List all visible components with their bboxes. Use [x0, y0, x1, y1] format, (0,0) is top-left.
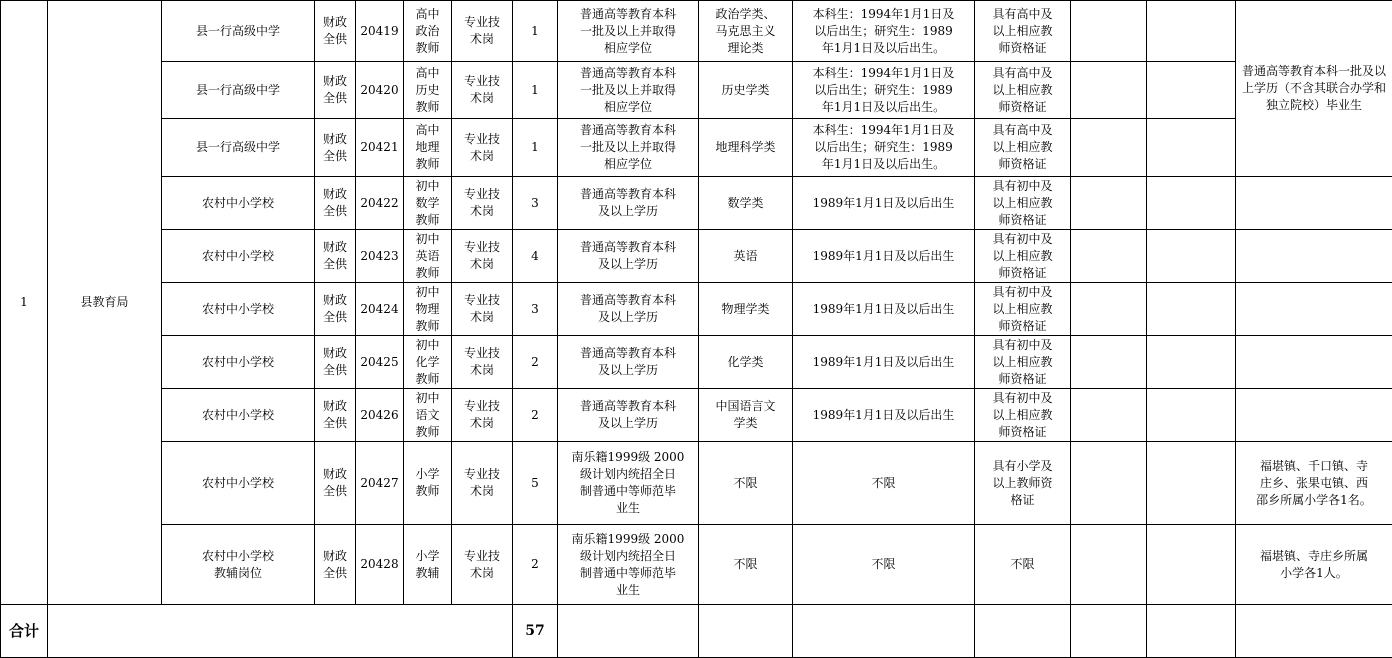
major-cell: 地理科学类 — [699, 119, 793, 177]
qualification-cell: 具有初中及 以上相应教 师资格证 — [975, 283, 1071, 336]
unit-cell: 县一行高级中学 — [162, 119, 315, 177]
note-cell: 福堪镇、千口镇、寺 庄乡、张果屯镇、西 邵乡所属小学各1名。 — [1236, 442, 1392, 525]
funding-cell: 财政 全供 — [315, 119, 356, 177]
qualification-cell: 具有初中及 以上相应教 师资格证 — [975, 177, 1071, 230]
position-name-cell: 高中 政治 教师 — [404, 1, 452, 62]
group-index: 1 — [1, 1, 48, 605]
table-row — [1, 230, 1392, 283]
table-row — [1, 62, 1392, 119]
position-name-cell: 初中 数学 教师 — [404, 177, 452, 230]
note-cell — [1236, 177, 1392, 230]
empty-cell — [1147, 177, 1236, 230]
position-name-cell: 初中 英语 教师 — [404, 230, 452, 283]
position-name-cell: 小学 教师 — [404, 442, 452, 525]
age-cell: 不限 — [793, 525, 975, 605]
empty-cell — [558, 605, 699, 658]
education-cell: 南乐籍1999级 2000 级计划内统招全日 制普通中等师范毕 业生 — [558, 442, 699, 525]
empty-cell — [1147, 283, 1236, 336]
unit-cell: 农村中小学校 — [162, 177, 315, 230]
funding-cell: 财政 全供 — [315, 62, 356, 119]
empty-cell — [1071, 62, 1147, 119]
empty-cell — [1147, 525, 1236, 605]
qualification-cell: 具有初中及 以上相应教 师资格证 — [975, 230, 1071, 283]
empty-cell — [1147, 442, 1236, 525]
education-cell: 普通高等教育本科 及以上学历 — [558, 283, 699, 336]
position-category-cell: 专业技 术岗 — [452, 283, 513, 336]
position-code-cell: 20428 — [356, 525, 404, 605]
empty-cell — [1071, 605, 1147, 658]
empty-cell — [1071, 119, 1147, 177]
position-name-cell: 初中 物理 教师 — [404, 283, 452, 336]
table-row — [1, 119, 1392, 177]
position-code-cell: 20426 — [356, 389, 404, 442]
empty-cell — [1147, 336, 1236, 389]
empty-cell — [1071, 389, 1147, 442]
position-category-cell: 专业技 术岗 — [452, 62, 513, 119]
empty-cell — [1071, 442, 1147, 525]
note-cell — [1236, 283, 1392, 336]
position-code-cell: 20424 — [356, 283, 404, 336]
table-row — [1, 336, 1392, 389]
position-category-cell: 专业技 术岗 — [452, 230, 513, 283]
position-category-cell: 专业技 术岗 — [452, 389, 513, 442]
position-name-cell: 初中 语文 教师 — [404, 389, 452, 442]
position-code-cell: 20422 — [356, 177, 404, 230]
qualification-cell: 具有初中及 以上相应教 师资格证 — [975, 336, 1071, 389]
position-category-cell: 专业技 术岗 — [452, 525, 513, 605]
department-name: 县教育局 — [48, 1, 162, 605]
position-code-cell: 20427 — [356, 442, 404, 525]
unit-cell: 农村中小学校 — [162, 283, 315, 336]
empty-cell — [1236, 605, 1392, 658]
unit-cell: 县一行高级中学 — [162, 1, 315, 62]
headcount-cell: 3 — [513, 177, 558, 230]
funding-cell: 财政 全供 — [315, 230, 356, 283]
qualification-cell: 具有初中及 以上相应教 师资格证 — [975, 389, 1071, 442]
major-cell: 数学类 — [699, 177, 793, 230]
table-row — [1, 525, 1392, 605]
major-cell: 历史学类 — [699, 62, 793, 119]
position-code-cell: 20420 — [356, 62, 404, 119]
empty-cell — [1071, 1, 1147, 62]
empty-cell — [48, 605, 513, 658]
position-category-cell: 专业技 术岗 — [452, 1, 513, 62]
position-code-cell: 20421 — [356, 119, 404, 177]
unit-cell: 县一行高级中学 — [162, 62, 315, 119]
position-code-cell: 20425 — [356, 336, 404, 389]
major-cell: 物理学类 — [699, 283, 793, 336]
qualification-cell: 不限 — [975, 525, 1071, 605]
age-cell: 1989年1月1日及以后出生 — [793, 230, 975, 283]
note-cell — [1236, 389, 1392, 442]
position-category-cell: 专业技 术岗 — [452, 119, 513, 177]
unit-cell: 农村中小学校 — [162, 389, 315, 442]
major-cell: 不限 — [699, 442, 793, 525]
age-cell: 不限 — [793, 442, 975, 525]
empty-cell — [1147, 62, 1236, 119]
education-cell: 南乐籍1999级 2000 级计划内统招全日 制普通中等师范毕 业生 — [558, 525, 699, 605]
position-name-cell: 小学 教辅 — [404, 525, 452, 605]
funding-cell: 财政 全供 — [315, 1, 356, 62]
empty-cell — [1147, 230, 1236, 283]
empty-cell — [1147, 119, 1236, 177]
table-row — [1, 389, 1392, 442]
funding-cell: 财政 全供 — [315, 442, 356, 525]
note-cell: 福堪镇、寺庄乡所属 小学各1人。 — [1236, 525, 1392, 605]
empty-cell — [1071, 230, 1147, 283]
funding-cell: 财政 全供 — [315, 177, 356, 230]
total-count: 57 — [513, 605, 558, 658]
major-cell: 化学类 — [699, 336, 793, 389]
unit-cell: 农村中小学校 — [162, 230, 315, 283]
empty-cell — [699, 605, 793, 658]
position-category-cell: 专业技 术岗 — [452, 336, 513, 389]
unit-cell: 农村中小学校 — [162, 442, 315, 525]
major-cell: 英语 — [699, 230, 793, 283]
age-cell: 1989年1月1日及以后出生 — [793, 336, 975, 389]
education-cell: 普通高等教育本科 一批及以上并取得 相应学位 — [558, 1, 699, 62]
position-code-cell: 20419 — [356, 1, 404, 62]
headcount-cell: 5 — [513, 442, 558, 525]
note-cell — [1236, 336, 1392, 389]
high-school-note-cell: 普通高等教育本科一批及以上学历（不含其联合办学和独立院校）毕业生 — [1236, 1, 1392, 177]
major-cell: 中国语言文 学类 — [699, 389, 793, 442]
age-cell: 1989年1月1日及以后出生 — [793, 177, 975, 230]
empty-cell — [1071, 283, 1147, 336]
headcount-cell: 2 — [513, 336, 558, 389]
position-name-cell: 高中 地理 教师 — [404, 119, 452, 177]
empty-cell — [1147, 605, 1236, 658]
funding-cell: 财政 全供 — [315, 389, 356, 442]
table-row — [1, 442, 1392, 525]
position-code-cell: 20423 — [356, 230, 404, 283]
note-cell — [1236, 230, 1392, 283]
headcount-cell: 1 — [513, 1, 558, 62]
age-cell: 1989年1月1日及以后出生 — [793, 283, 975, 336]
position-category-cell: 专业技 术岗 — [452, 442, 513, 525]
qualification-cell: 具有高中及 以上相应教 师资格证 — [975, 62, 1071, 119]
empty-cell — [793, 605, 975, 658]
headcount-cell: 2 — [513, 525, 558, 605]
empty-cell — [1071, 525, 1147, 605]
position-name-cell: 初中 化学 教师 — [404, 336, 452, 389]
major-cell: 政治学类、 马克思主义 理论类 — [699, 1, 793, 62]
headcount-cell: 1 — [513, 62, 558, 119]
qualification-cell: 具有小学及 以上教师资 格证 — [975, 442, 1071, 525]
age-cell: 1989年1月1日及以后出生 — [793, 389, 975, 442]
education-cell: 普通高等教育本科 及以上学历 — [558, 177, 699, 230]
education-cell: 普通高等教育本科 一批及以上并取得 相应学位 — [558, 62, 699, 119]
education-cell: 普通高等教育本科 及以上学历 — [558, 389, 699, 442]
position-name-cell: 高中 历史 教师 — [404, 62, 452, 119]
qualification-cell: 具有高中及 以上相应教 师资格证 — [975, 119, 1071, 177]
empty-cell — [1147, 389, 1236, 442]
education-cell: 普通高等教育本科 及以上学历 — [558, 336, 699, 389]
total-row — [1, 605, 1392, 658]
table-row — [1, 177, 1392, 230]
major-cell: 不限 — [699, 525, 793, 605]
age-cell: 本科生：1994年1月1日及 以后出生；研究生：1989 年1月1日及以后出生。 — [793, 62, 975, 119]
headcount-cell: 3 — [513, 283, 558, 336]
age-cell: 本科生：1994年1月1日及 以后出生；研究生：1989 年1月1日及以后出生。 — [793, 1, 975, 62]
funding-cell: 财政 全供 — [315, 336, 356, 389]
funding-cell: 财政 全供 — [315, 525, 356, 605]
empty-cell — [1147, 1, 1236, 62]
table-row — [1, 1, 1392, 62]
age-cell: 本科生：1994年1月1日及 以后出生；研究生：1989 年1月1日及以后出生。 — [793, 119, 975, 177]
headcount-cell: 2 — [513, 389, 558, 442]
qualification-cell: 具有高中及 以上相应教 师资格证 — [975, 1, 1071, 62]
unit-cell: 农村中小学校 教辅岗位 — [162, 525, 315, 605]
empty-cell — [975, 605, 1071, 658]
position-category-cell: 专业技 术岗 — [452, 177, 513, 230]
total-label: 合计 — [1, 605, 48, 658]
headcount-cell: 4 — [513, 230, 558, 283]
table-row — [1, 283, 1392, 336]
headcount-cell: 1 — [513, 119, 558, 177]
empty-cell — [1071, 336, 1147, 389]
education-cell: 普通高等教育本科 及以上学历 — [558, 230, 699, 283]
education-cell: 普通高等教育本科 一批及以上并取得 相应学位 — [558, 119, 699, 177]
funding-cell: 财政 全供 — [315, 283, 356, 336]
unit-cell: 农村中小学校 — [162, 336, 315, 389]
empty-cell — [1071, 177, 1147, 230]
